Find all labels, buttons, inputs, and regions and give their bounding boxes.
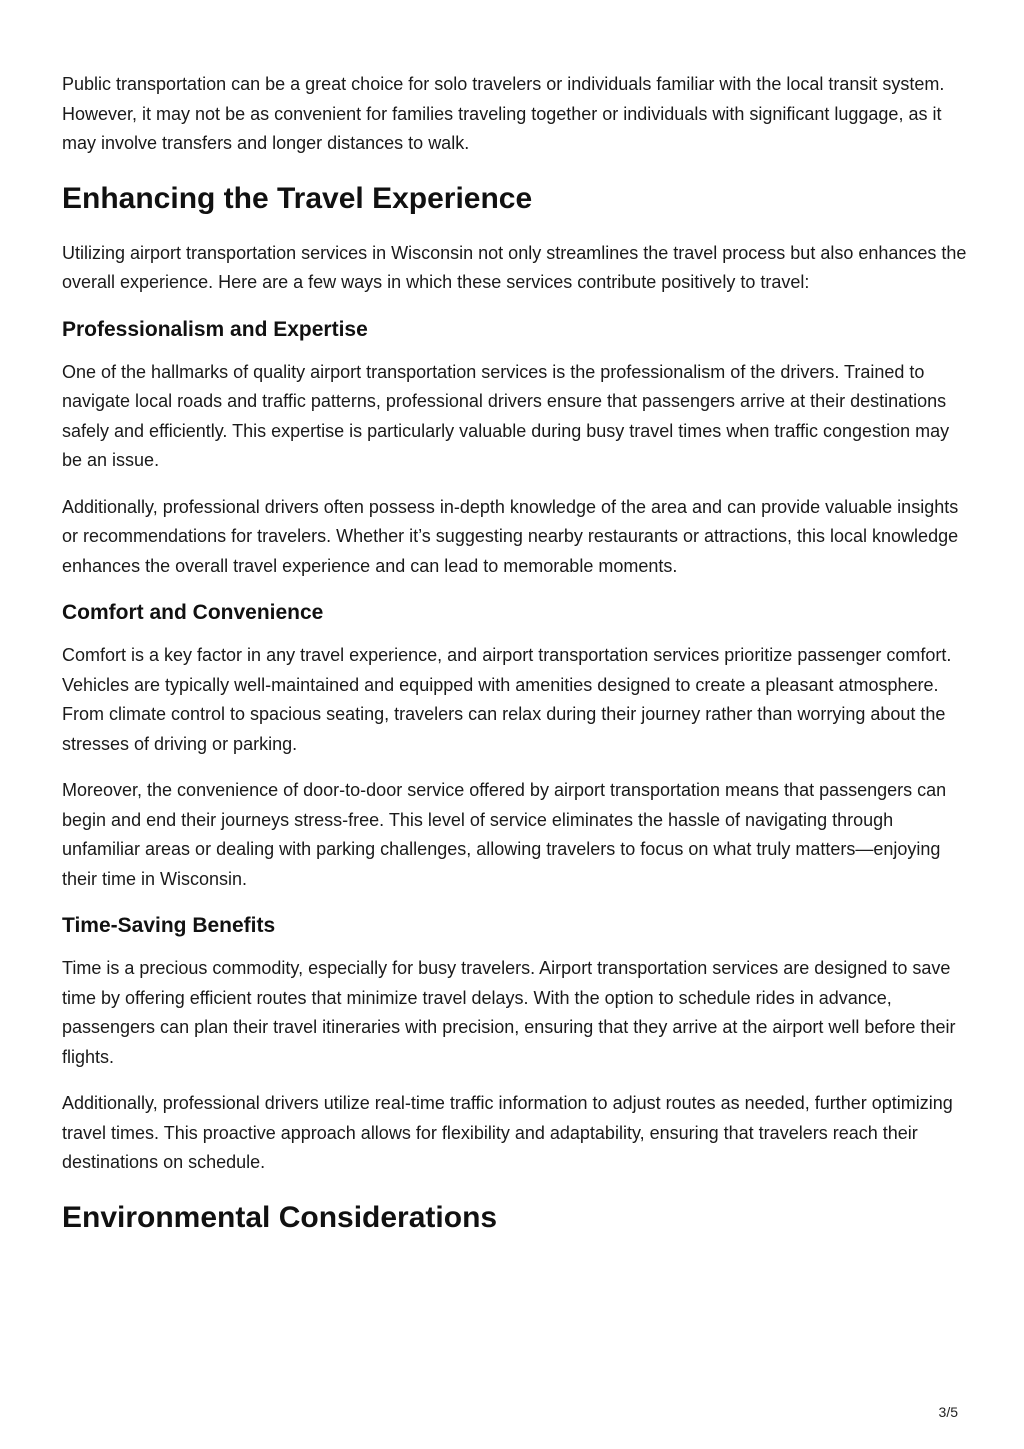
page-number: 3/5 bbox=[938, 1404, 958, 1420]
paragraph-enhancing-intro: Utilizing airport transportation services in Wisconsin not only streamlines the travel process but also enhances the overall experience. Here are a few ways in which these services contribute positively to travel: bbox=[62, 242, 967, 292]
subheading-time-saving: Time-Saving Benefits bbox=[62, 914, 276, 937]
heading-enhancing-travel-experience: Enhancing the Travel Experience bbox=[62, 181, 533, 215]
paragraph-comfort-1: Comfort is a key factor in any travel experience, and airport transportation services prioritize passenger comfort. Vehicles are typically well-maintained and equipped with amenities designed to create a pleasant atmosphere. From climate control to spacious seating, travelers can relax during their journey rather than worrying about the stresses of driving or parking. bbox=[62, 645, 952, 754]
subheading-comfort: Comfort and Convenience bbox=[62, 601, 324, 624]
paragraph-comfort-2: Moreover, the convenience of door-to-door service offered by airport transportation means that passengers can begin and end their journeys stress-free. This level of service eliminates the hassle of navigating through unfamiliar areas or dealing with parking challenges, allowing travelers to focus on what truly matters—enjoying their time in Wisconsin. bbox=[62, 780, 947, 889]
paragraph-public-transit: Public transportation can be a great choice for solo travelers or individuals familiar with the local transit system. However, it may not be as convenient for families traveling together or individuals with significant luggage, as it may involve transfers and longer distances to walk. bbox=[62, 74, 945, 153]
paragraph-time-1: Time is a precious commodity, especially for busy travelers. Airport transportation services are designed to save time by offering efficient routes that minimize travel delays. With the option to schedule rides in advance, passengers can plan their travel itineraries with precision, ensuring that they arrive at the airport well before their flights. bbox=[62, 958, 956, 1067]
document-page bbox=[62, 70, 972, 1258]
subheading-professionalism: Professionalism and Expertise bbox=[62, 317, 368, 341]
paragraph-time-2: Additionally, professional drivers utilize real-time traffic information to adjust routes as needed, further optimizing travel times. This proactive approach allows for flexibility and adaptability, ensuring that travelers reach their destinations on schedule. bbox=[62, 1093, 953, 1172]
paragraph-professionalism-1: One of the hallmarks of quality airport transportation services is the professionalism of the drivers. Trained to navigate local roads and traffic patterns, professional drivers ensure that passengers arrive at their destinations safely and efficiently. This expertise is particularly valuable during busy travel times when traffic congestion may be an issue. bbox=[62, 361, 950, 470]
paragraph-professionalism-2: Additionally, professional drivers often possess in-depth knowledge of the area and can provide valuable insights or recommendations for travelers. Whether it’s suggesting nearby restaurants or attractions, this local knowledge enhances the overall travel experience and can lead to memorable moments. bbox=[62, 496, 959, 576]
heading-environmental-considerations: Environmental Considerations bbox=[62, 1200, 498, 1234]
